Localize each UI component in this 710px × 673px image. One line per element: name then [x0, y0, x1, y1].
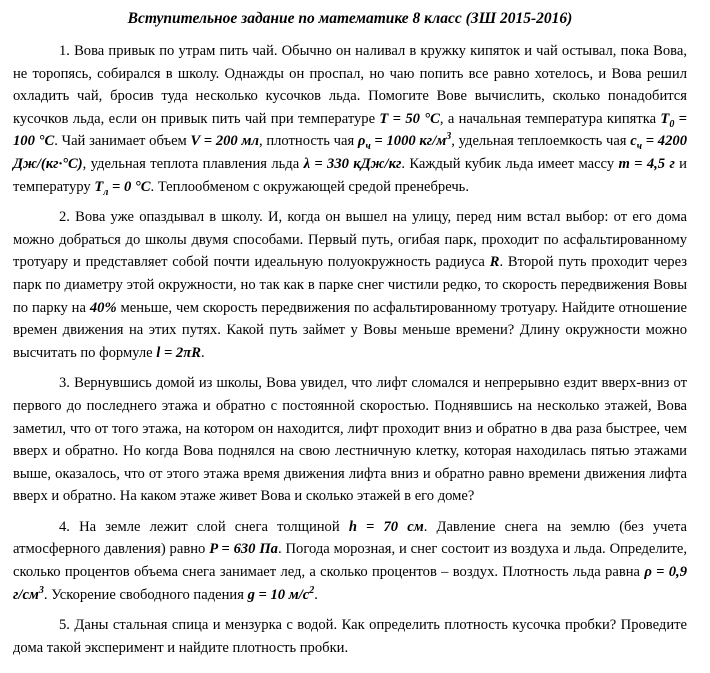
task-number: 3. [59, 375, 70, 392]
task-text: . Ускорение свободного падения [43, 586, 248, 603]
task-text: . Чай занимает объем [54, 133, 191, 150]
formula-text: = 0 °C [108, 178, 151, 195]
formula-text: л [103, 186, 109, 198]
task-number: 4. [59, 518, 70, 535]
task-paragraph [13, 372, 687, 508]
task-list [13, 40, 687, 659]
task-number: 1. [59, 43, 70, 59]
task-text: меньше, чем скорость передвижения по асфальтированному тротуару. Найдите отношение времен движения на этих путях. Какой путь займет у Вовы меньше времени? Длину окружности можно высчитать по формуле [13, 299, 687, 361]
document-page [13, 9, 687, 659]
task-text: Вова уже опаздывал в школу. И, когда он вышел на улицу, перед ним встал выбор: от его дома можно добраться до школы двумя способами. Первый путь, огибая парк, проходит по асфальтированному тротуару и представляет собой почти идеальную полуокружность радиуса [13, 209, 687, 271]
task-paragraph [13, 516, 687, 606]
task-text: . [200, 344, 205, 361]
task-text: . [314, 586, 318, 603]
task-text: Вова привык по утрам пить чай. Обычно он наливал в кружку кипяток и чай остывал, пока Вова, не торопясь, собирался в школу. Однажды он проспал, но чаю попить все равно хотелось, и Вова решил охладить чай, бросив туда несколько кусочков льда. Помогите Вове вычислить, сколько понадобится кусочков льда, если он привык пить чай при температуре [13, 43, 687, 127]
task-paragraph [13, 206, 687, 364]
formula-text: λ = 330 кДж/кг [303, 155, 402, 172]
formula-text: = 4200 Дж/(кг·°C) [13, 133, 687, 172]
task-number: 5. [59, 617, 70, 634]
document-title: Вступительное задание по математике 8 класс (ЗШ 2015-2016) [127, 10, 573, 27]
formula-text: V = 200 мл [190, 133, 259, 150]
task-text: , а начальная температура кипятка [439, 110, 661, 127]
formula-text: ч [365, 141, 371, 153]
task-text: , плотность чая [258, 133, 358, 150]
task-paragraph [13, 40, 687, 198]
formula-text: T [660, 110, 670, 127]
task-text: . Погода морозная, и снег состоит из воздуха и льда. Определите, сколько процентов объема снега занимает лед, а сколько процентов – воздух. Плотность льда равна [13, 541, 687, 581]
task-text: . Теплообменом с окружающей средой пренебречь. [150, 178, 469, 195]
formula-text: 0 [669, 118, 675, 130]
task-text: . Второй путь проходит через парк по диаметру этой окружности, но так как в парке снег чистили редко, то скорость передвижения Вовы по парку на [13, 254, 687, 316]
formula-text: h = 70 см [348, 518, 424, 535]
formula-text: l = 2πR [156, 344, 201, 361]
formula-text: 2 [309, 584, 315, 596]
formula-text: = 100 °C [13, 110, 687, 150]
formula-text: R [489, 254, 500, 271]
formula-text: = 1000 кг/м [370, 133, 447, 150]
task-text: , удельная теплота плавления льда [82, 155, 304, 172]
task-text: . Давление снега на землю (без учета атмосферного давления) равно [13, 518, 687, 558]
formula-text: T = 50 °C [379, 110, 440, 127]
task-text: Вернувшись домой из школы, Вова увидел, что лифт сломался и непрерывно ездит вверх-вниз от первого до последнего этажа и обратно с постоянной скоростью. Поднявшись на несколько этажей, Вова заметил, что от того этажа, на котором он находится, лифт проходит вниз и обратно в два раза быстрее, чем вверх и обратно. Но когда Вова поднялся на свою лестничную клетку, которая находилась пятью этажами выше, оказалось, что от этого этажа время движения лифта вниз и обратно равно времени движения лифта вверх и обратно. На каком этаже живет Вова и сколько этажей в его доме? [13, 375, 687, 505]
formula-text: 40% [89, 299, 117, 316]
formula-text: m = 4,5 г [618, 155, 675, 172]
task-text: . Каждый кубик льда имеет массу [401, 155, 619, 172]
formula-text: T [94, 178, 104, 195]
formula-text: ч [636, 141, 642, 153]
formula-text: P = 630 Па [209, 541, 278, 558]
task-paragraph [13, 614, 687, 659]
formula-text: c [630, 133, 637, 150]
task-text: Даны стальная спица и мензурка с водой. Как определить плотность кусочка пробки? Проведите дома такой эксперимент и найдите плотность пробки. [13, 617, 687, 656]
formula-text: 3 [446, 131, 452, 143]
formula-text: 3 [38, 584, 44, 596]
formula-text: ρ = 0,9 г/см [13, 564, 687, 603]
formula-text: ρ [357, 133, 366, 150]
task-text: , удельная теплоемкость чая [451, 133, 631, 150]
formula-text: g = 10 м/с [247, 586, 310, 603]
task-text: и температуру [13, 155, 687, 195]
task-text: На земле лежит слой снега толщиной [69, 518, 349, 535]
task-number: 2. [59, 209, 70, 226]
